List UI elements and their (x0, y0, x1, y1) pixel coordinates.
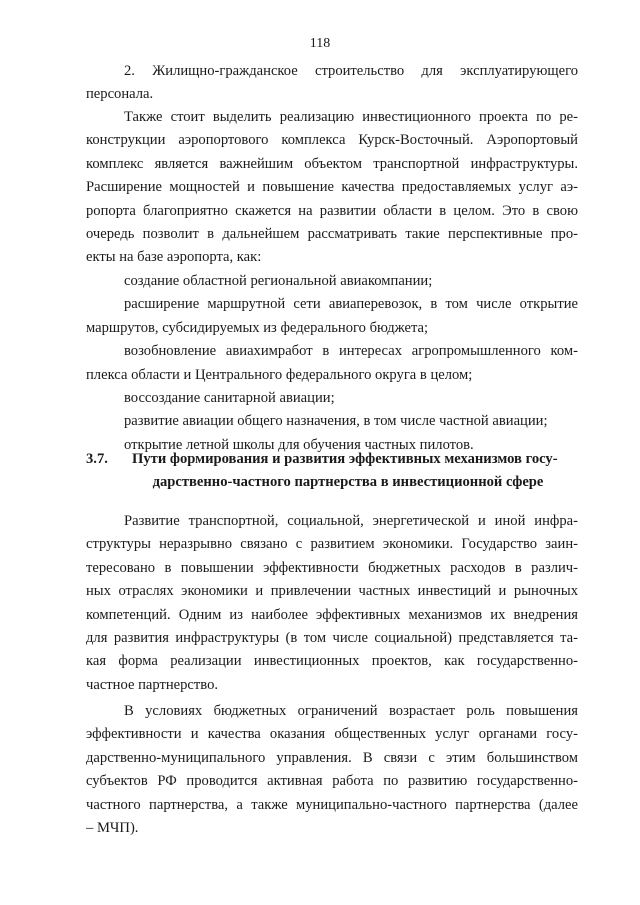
list-item: развитие авиации общего назначения, в том числе частной авиации; (124, 413, 548, 430)
text-line: частное партнерство. (86, 676, 219, 693)
paragraph-airport (86, 106, 578, 270)
text-line: дарственно-муниципального управления. В связи с этим большинством (86, 749, 578, 766)
section-title-line: Пути формирования и развития эффективных механизмов госу- (132, 451, 558, 467)
text-line: кая форма реализации инвестиционных проектов, как государственно- (86, 653, 578, 670)
paragraph-budget (86, 700, 578, 840)
text-line: компетенций. Одним из наиболее эффективных механизмов их внедрения (86, 606, 578, 623)
paragraph-infrastructure (86, 510, 578, 697)
text-line: Также стоит выделить реализацию инвестиционного проекта по ре- (124, 109, 578, 125)
text-line: структуры неразрывно связано с развитием экономики. Государство заин- (86, 536, 578, 553)
text-line: конструкции аэропортового комплекса Курск-Восточный. Аэропортовый (86, 132, 578, 149)
section-title-line: дарственно-частного партнерства в инвестиционной сфере (152, 474, 544, 491)
section-number: 3.7. (86, 451, 108, 467)
page-number: 118 (309, 36, 331, 51)
text-line: очередь позволит в дальнейшем рассматривать такие перспективные про- (86, 226, 578, 243)
text-line: – МЧП). (86, 820, 139, 837)
text-line: Расширение мощностей и повышение качества предоставляемых услуг аэ- (86, 179, 578, 196)
text-line: субъектов РФ проводится активная работа по развитию государственно- (86, 773, 578, 790)
projects-list (86, 270, 578, 457)
text-line: В условиях бюджетных ограничений возрастает роль повышения (124, 703, 578, 719)
list-item: открытие летной школы для обучения частных пилотов. (124, 436, 474, 453)
section-heading (86, 448, 578, 495)
text-line: для развития инфраструктуры (в том числе социальной) представляется та- (86, 630, 578, 647)
text-line: ропорта благоприятно скажется на развитии области в целом. Это в свою (86, 202, 578, 219)
text-line: персонала. (86, 86, 154, 103)
list-item-continuation: плекса области и Центрального федерального округа в целом; (86, 366, 473, 383)
text-line: эффективности и качества оказания общественных услуг органами госу- (86, 726, 578, 743)
list-item: возобновление авиахимработ в интересах агропромышленного ком- (124, 343, 578, 360)
list-item: расширение маршрутной сети авиаперевозок, в том числе открытие (124, 296, 578, 313)
list-item: воссоздание санитарной авиации; (124, 390, 335, 407)
text-line: частного партнерства, а также муниципально-частного партнерства (далее (86, 796, 578, 813)
text-line: комплекс является важнейшим объектом транспортной инфраструктуры. (86, 155, 578, 172)
text-line: екты на базе аэропорта, как: (86, 249, 262, 266)
text-line: 2. Жилищно-гражданское строительство для эксплуатирующего (124, 63, 578, 79)
text-line: Развитие транспортной, социальной, энергетической и иной инфра- (124, 513, 578, 529)
text-line: тересовано в повышении эффективности бюджетных расходов в различ- (86, 559, 578, 576)
list-item-continuation (86, 60, 578, 107)
list-item-continuation: маршрутов, субсидируемых из федерального бюджета; (86, 319, 429, 336)
text-line: ных отраслях экономики и привлечении частных инвестиций и рыночных (86, 583, 578, 600)
list-item: создание областной региональной авиакомпании; (124, 273, 433, 289)
